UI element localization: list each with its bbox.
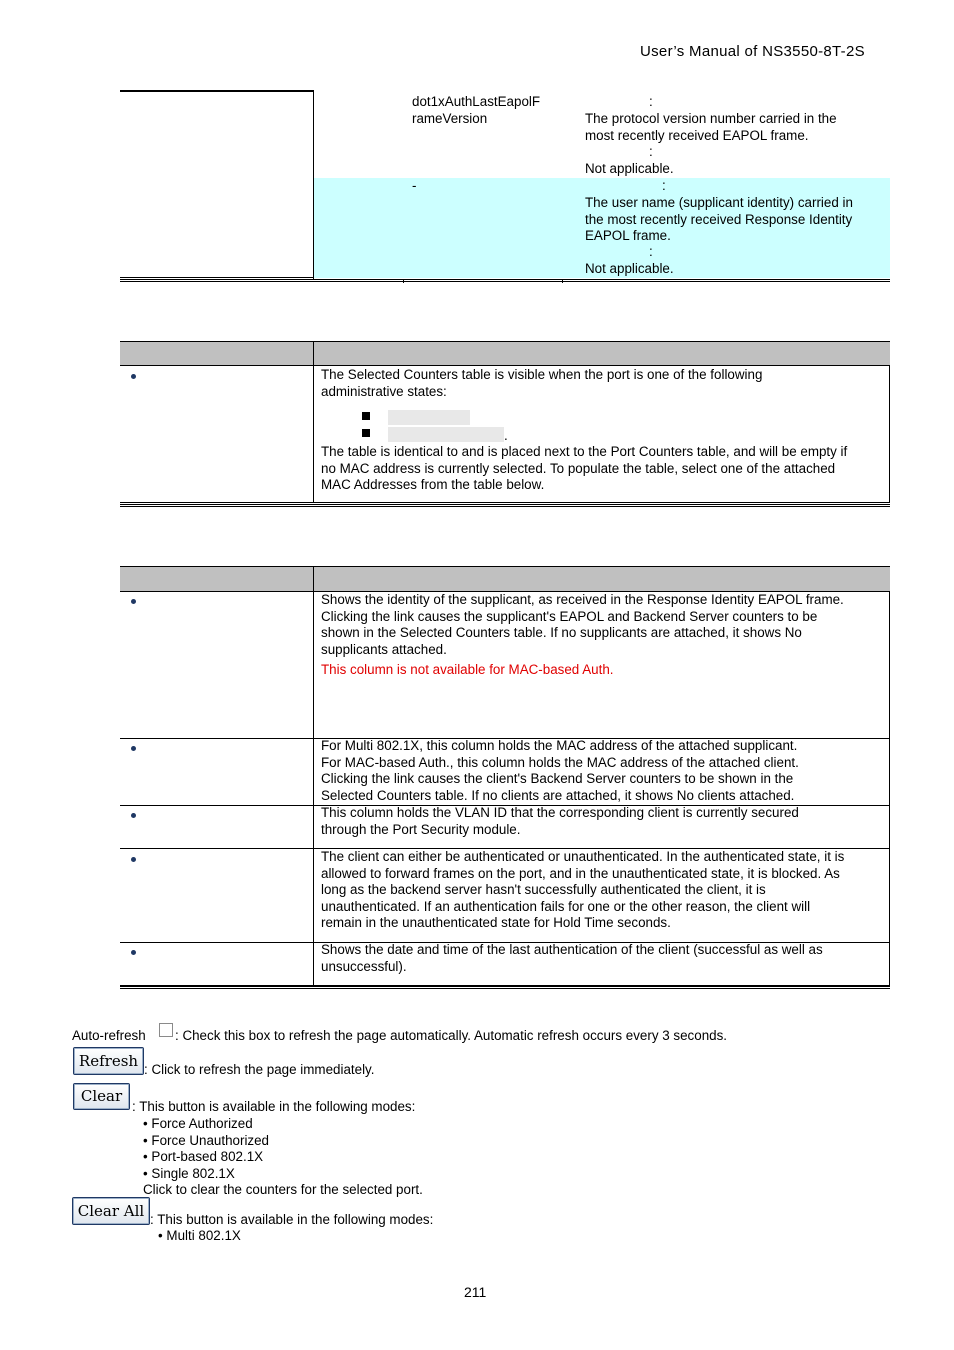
refresh-button-label: Refresh [78, 1051, 139, 1070]
object-name-cont: rameVersion [412, 110, 488, 126]
bullet-icon [131, 746, 136, 751]
bullet-icon [131, 950, 136, 955]
header-rule [120, 341, 890, 342]
page-number: 211 [464, 1284, 487, 1300]
syntax-colon: : [649, 94, 653, 109]
row-rule [120, 502, 890, 503]
column-divider [313, 90, 314, 280]
description-line: unsuccessful). [321, 958, 407, 974]
state-description [321, 849, 844, 932]
state-placeholder [388, 427, 504, 442]
description-line: The client can either be authenticated or unauthenticated. In the authenticated state, it is [321, 849, 845, 864]
access-colon: : [649, 144, 653, 159]
description-line: The table is identical to and is placed next to the Port Counters table, and will be empty if [321, 444, 848, 459]
selected-counters-description [321, 367, 762, 400]
clear-note: Click to clear the counters for the selected port. [143, 1182, 423, 1198]
mode-item: • Multi 802.1X [158, 1228, 241, 1243]
bottom-tick [403, 279, 404, 283]
clear-modes-list [143, 1116, 423, 1199]
selected-counters-detail [321, 444, 847, 494]
right-border [889, 591, 890, 986]
mode-item: • Force Authorized [143, 1116, 253, 1131]
mode-item: • Port-based 802.1X [143, 1149, 264, 1165]
description-line: Clicking the link causes the client's Backend Server counters to be shown in the [321, 771, 794, 787]
auto-refresh-checkbox[interactable] [159, 1023, 173, 1037]
auto-refresh-description: : Check this box to refresh the page automatically. Automatic refresh occurs every 3 seconds. [175, 1028, 728, 1043]
description-line: The protocol version number carried in the [585, 111, 837, 126]
object-name: dot1xAuthLastEapolF [412, 94, 541, 109]
refresh-button[interactable] [73, 1047, 144, 1075]
clear-all-modes-list [158, 1228, 241, 1245]
table-header-row [120, 342, 890, 365]
description-line: Selected Counters table. If no clients are attached, it shows No clients attached. [321, 787, 795, 803]
description-line: long as the backend server hasn't successfully authenticated the client, it is [321, 882, 766, 898]
description-line: Shows the identity of the supplicant, as received in the Response Identity EAPOL frame. [321, 592, 844, 607]
bullet-icon [131, 374, 136, 379]
description-line: For MAC-based Auth., this column holds the MAC address of the attached client. [321, 754, 799, 770]
bullet-icon [131, 813, 136, 818]
clear-description: : This button is available in the following modes: [132, 1099, 416, 1114]
header-rule [120, 566, 890, 567]
not-applicable: Not applicable. [585, 261, 674, 276]
table-row [412, 94, 540, 127]
description-line: allowed to forward frames on the port, and in the unauthenticated state, it is blocked. As [321, 865, 840, 881]
vlan-id-description [321, 805, 799, 838]
column-left-rule [120, 277, 313, 278]
mode-item: • Force Unauthorized [143, 1132, 270, 1148]
column-divider [313, 342, 314, 503]
clear-all-button-label: Clear All [77, 1201, 145, 1220]
availability-note: This column is not available for MAC-based Auth. [321, 662, 614, 677]
object-description [585, 111, 837, 144]
access-colon: : [649, 244, 653, 259]
description-line: through the Port Security module. [321, 821, 521, 837]
description-line: EAPOL frame. [585, 228, 671, 244]
header-rule [120, 365, 890, 366]
description-line: Clicking the link causes the supplicant's EAPOL and Backend Server counters to be [321, 608, 818, 624]
identity-description [321, 592, 844, 658]
column-divider [313, 567, 314, 986]
description-line: Shows the date and time of the last authentication of the client (successful as well as [321, 942, 823, 957]
description-line: This column holds the VLAN ID that the corresponding client is currently secured [321, 805, 799, 820]
clear-button-label: Clear [80, 1087, 123, 1106]
refresh-description: : Click to refresh the page immediately. [144, 1062, 375, 1077]
square-bullet-icon [362, 412, 370, 420]
description-line: For Multi 802.1X, this column holds the MAC address of the attached supplicant. [321, 738, 798, 753]
table-top-rule [120, 90, 313, 92]
manual-title: User’s Manual of NS3550-8T-2S [640, 43, 865, 60]
clear-all-button[interactable] [72, 1197, 150, 1225]
description-line: The Selected Counters table is visible when the port is one of the following [321, 367, 763, 382]
bullet-icon [131, 599, 136, 604]
table-header-row [120, 567, 890, 591]
description-line: The user name (supplicant identity) carried in [585, 195, 853, 210]
period: . [504, 428, 508, 443]
table-bottom-rule [120, 986, 890, 989]
description-line: remain in the unauthenticated state for Hold Time seconds. [321, 915, 671, 931]
description-line: shown in the Selected Counters table. If no supplicants are attached, it shows No [321, 625, 802, 641]
bullet-icon [131, 857, 136, 862]
mode-item: • Single 802.1X [143, 1165, 235, 1181]
description-line: unauthenticated. If an authentication fails for one or the other reason, the client will [321, 898, 811, 914]
state-placeholder [388, 410, 470, 425]
description-line: most recently received EAPOL frame. [585, 127, 809, 143]
description-line: supplicants attached. [321, 641, 447, 657]
object-name: - [412, 178, 417, 193]
square-bullet-icon [362, 429, 370, 437]
description-line: MAC Addresses from the table below. [321, 477, 545, 493]
object-description [585, 195, 853, 245]
clear-button[interactable] [73, 1083, 130, 1110]
description-line: the most recently received Response Identity [585, 211, 853, 227]
description-line: no MAC address is currently selected. To populate the table, select one of the attached [321, 460, 836, 476]
auto-refresh-label: Auto-refresh [72, 1028, 146, 1043]
clear-all-description: : This button is available in the following modes: [150, 1212, 434, 1227]
syntax-colon: : [662, 178, 666, 193]
mac-address-description [321, 738, 799, 804]
bottom-tick [562, 279, 563, 283]
table-bottom-rule [120, 279, 890, 282]
right-border [889, 365, 890, 503]
table-bottom-rule [120, 504, 890, 507]
last-authentication-description [321, 942, 823, 975]
description-line: administrative states: [321, 383, 447, 399]
not-applicable: Not applicable. [585, 161, 674, 176]
